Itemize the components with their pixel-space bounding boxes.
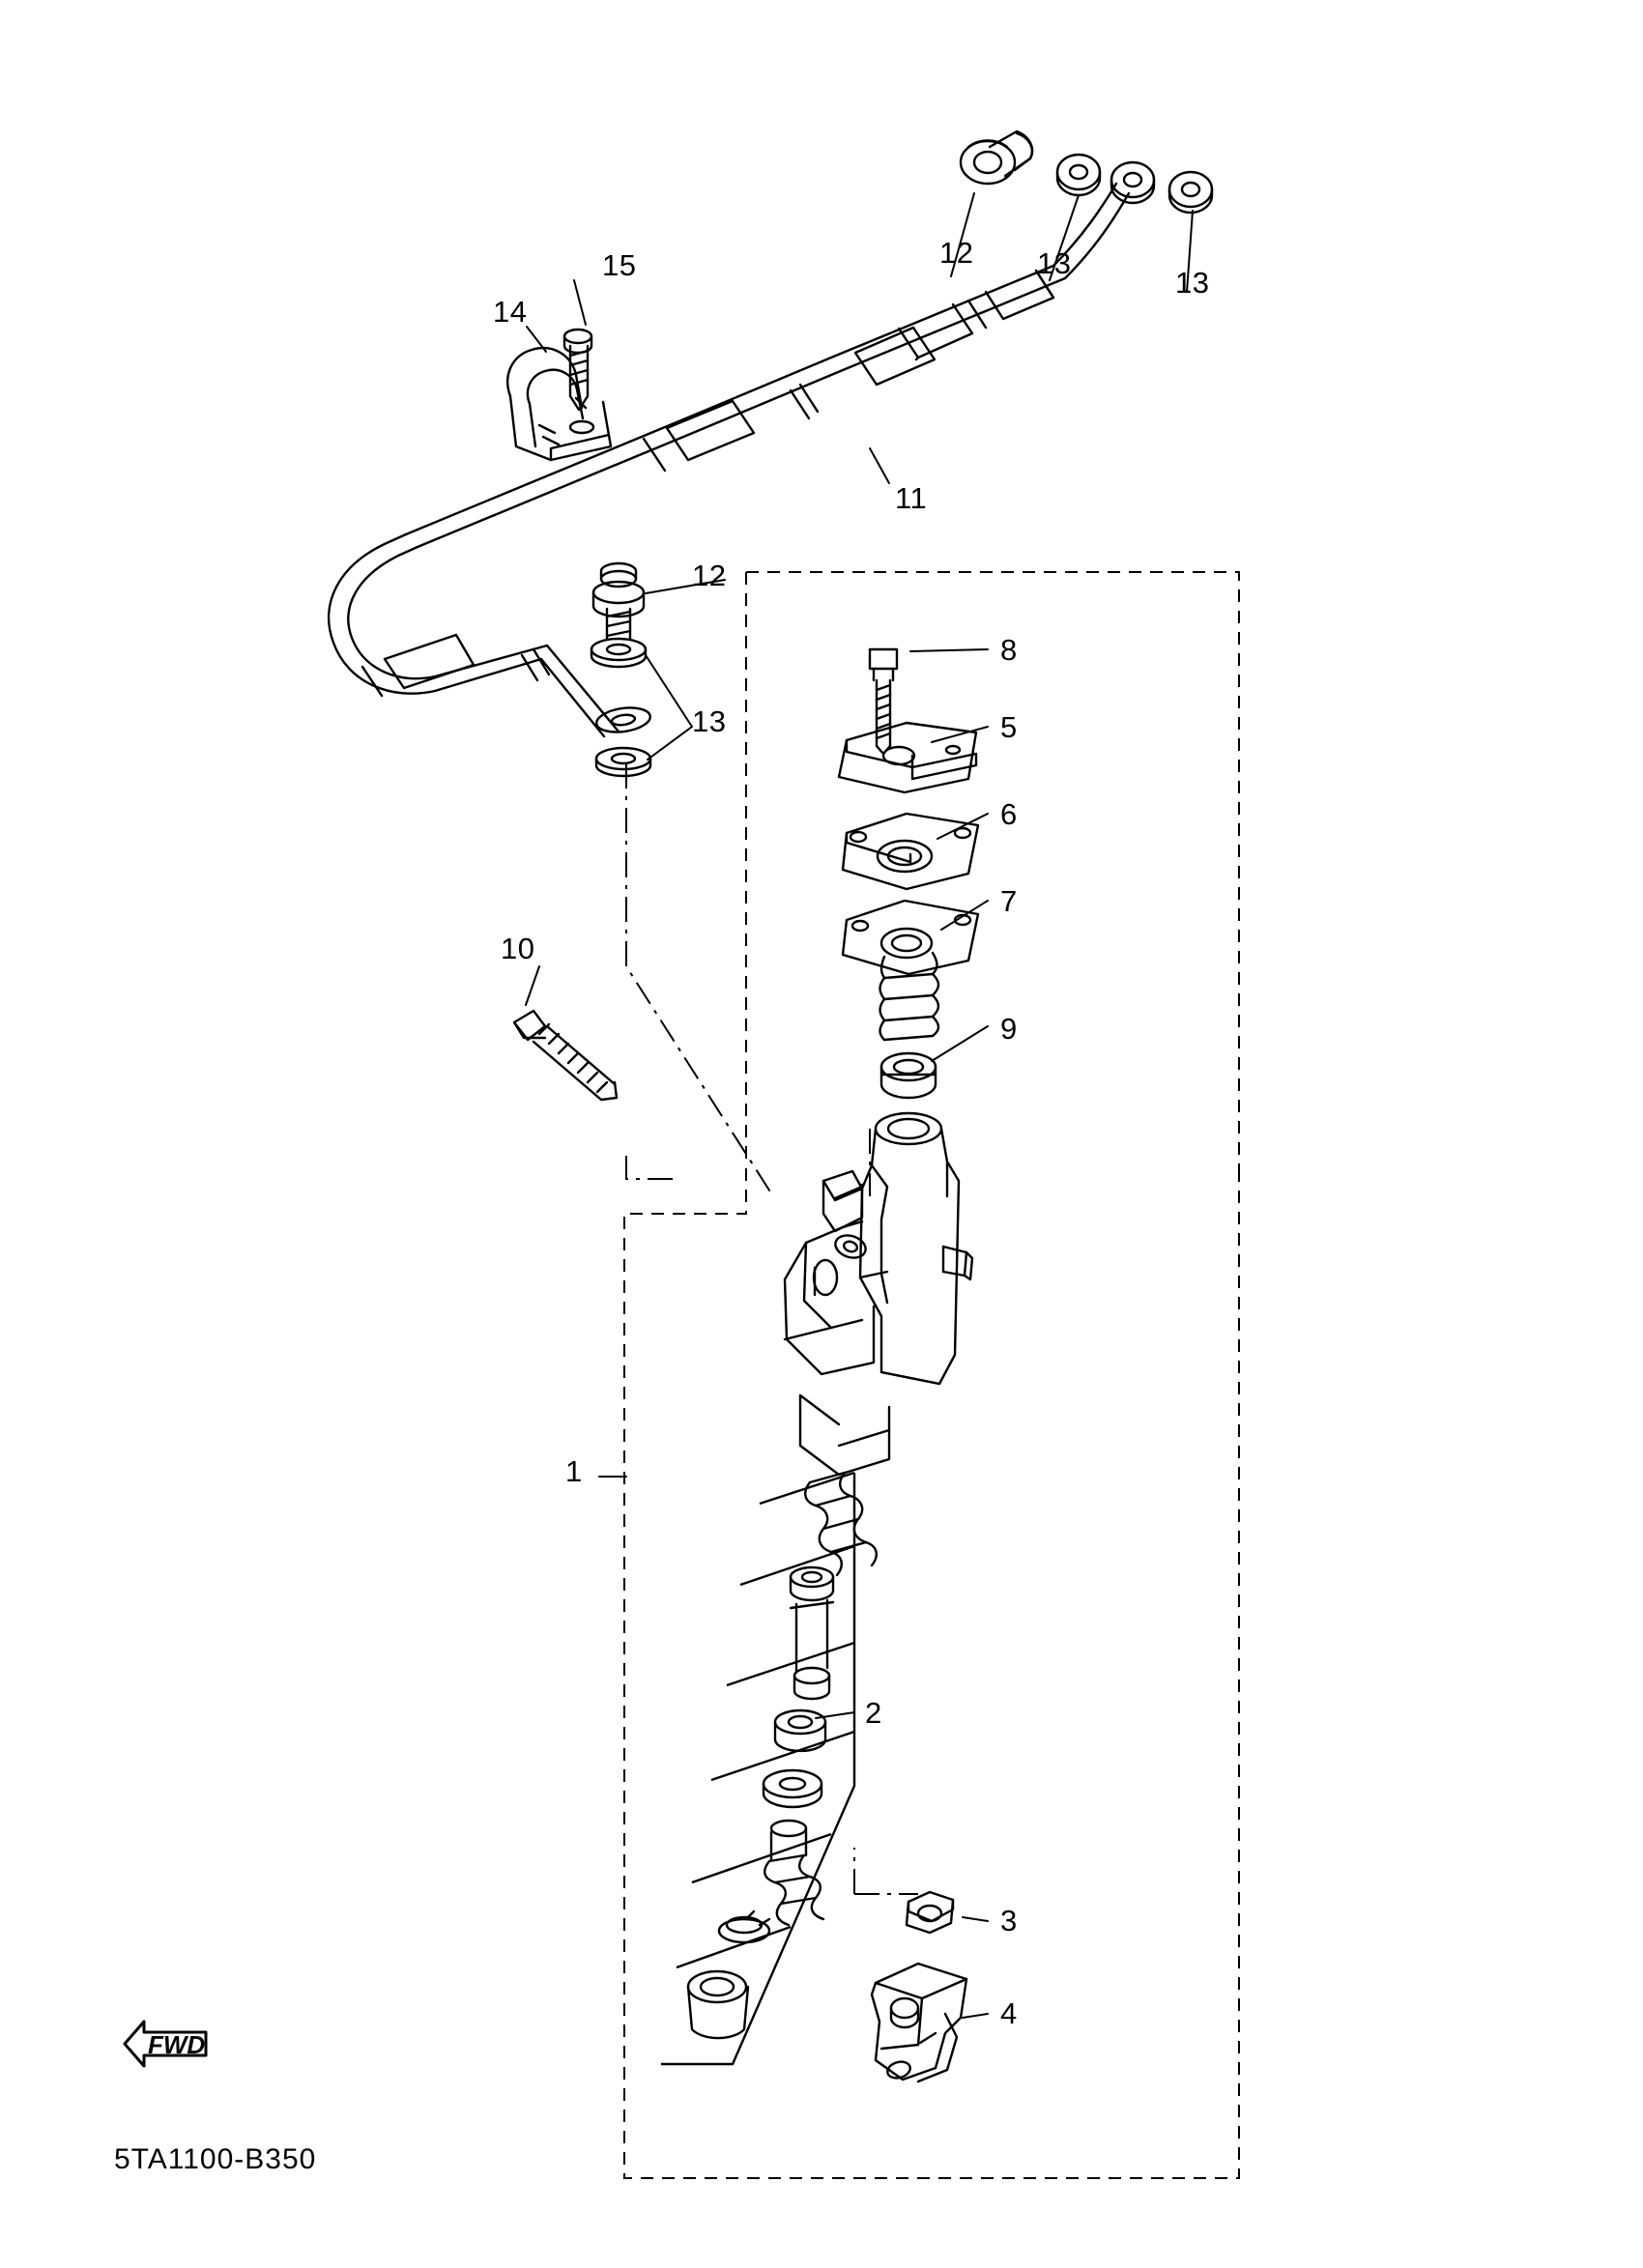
seal-6 (843, 814, 978, 889)
callout-1: 1 (565, 1454, 583, 1488)
callout-12-upper: 12 (939, 236, 974, 270)
bolt-10 (514, 1011, 617, 1100)
callout-5: 5 (1000, 710, 1018, 744)
leader-11 (870, 448, 889, 483)
leader-4 (963, 2014, 988, 2018)
leader-8 (910, 649, 988, 651)
callout-4: 4 (1000, 1996, 1018, 2030)
piston-cup-9 (881, 1053, 936, 1098)
callout-8: 8 (1000, 633, 1018, 667)
callout-7: 7 (1000, 884, 1018, 918)
callout-3: 3 (1000, 1904, 1018, 1938)
callout-9: 9 (1000, 1012, 1018, 1046)
leader-9 (932, 1026, 988, 1061)
piston-kit-frame (661, 1473, 854, 2064)
callout-10: 10 (501, 932, 535, 965)
union-bolt-12 (961, 131, 1032, 184)
callout-13-c: 13 (692, 704, 727, 738)
leader-3 (963, 1917, 988, 1921)
fwd-direction-badge (121, 2014, 210, 2074)
master-cylinder-body (785, 1113, 972, 1475)
leader-10 (526, 966, 539, 1005)
boot-7 (843, 901, 978, 1040)
leader-5 (932, 727, 988, 742)
grouping-boxes (624, 572, 1239, 2178)
joint-4 (872, 1964, 966, 2081)
banjo-upper-assembly (591, 563, 651, 776)
leader-15 (574, 280, 586, 325)
hose-holder-14 (507, 348, 611, 460)
callout-14: 14 (493, 295, 528, 329)
washer-13-a (1057, 155, 1100, 195)
callout-6: 6 (1000, 797, 1018, 831)
washer-13-c (1169, 172, 1212, 213)
callout-13-b: 13 (1175, 266, 1210, 300)
callout-2: 2 (865, 1696, 882, 1730)
diagram-part-code: 5TA1100-B350 (114, 2143, 317, 2175)
callout-13-a: 13 (1037, 246, 1072, 280)
callout-12-lower: 12 (692, 559, 727, 592)
plate-5 (839, 723, 976, 792)
washer-13-b (1111, 162, 1154, 203)
nut-3 (907, 1892, 953, 1933)
callout-11: 11 (895, 481, 928, 515)
leader-6 (937, 814, 988, 839)
leader-13c (646, 655, 692, 760)
fwd-label: FWD (148, 2030, 206, 2059)
bolt-8 (870, 649, 897, 754)
callout-15: 15 (602, 248, 637, 282)
